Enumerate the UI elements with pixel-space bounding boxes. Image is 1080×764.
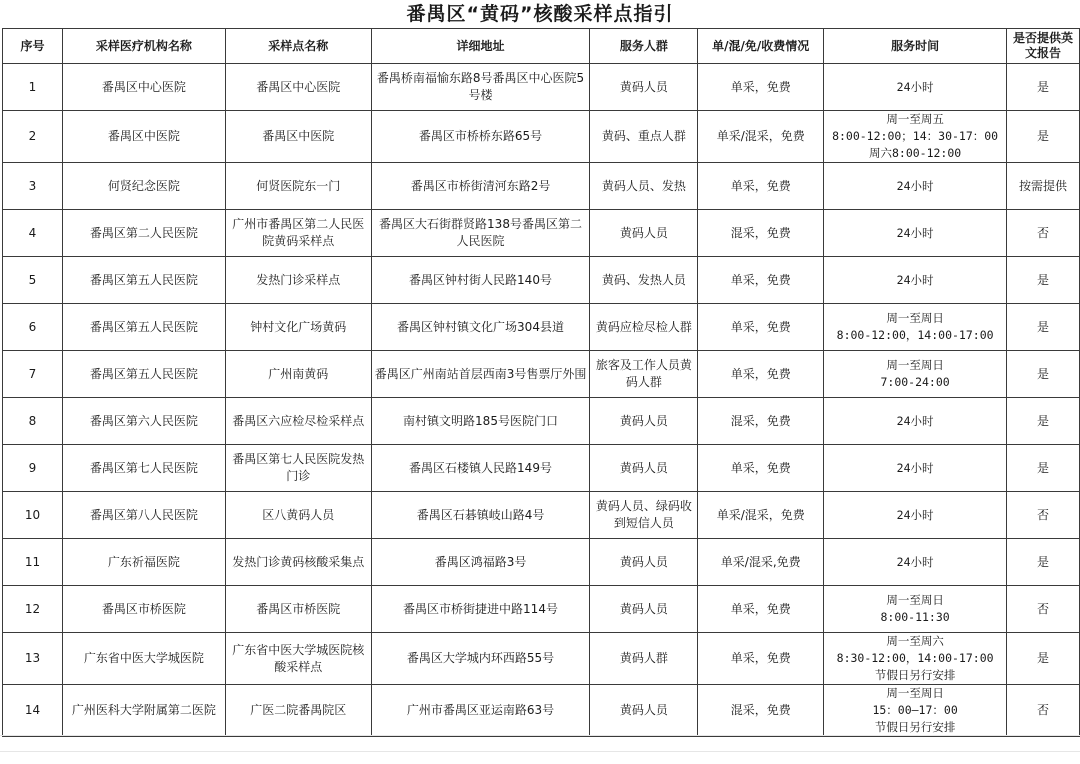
header-mode[interactable]: 单/混/免/收费情况 — [698, 29, 824, 64]
cell-hours[interactable] — [824, 163, 1007, 210]
hours-line: 24小时 — [896, 79, 934, 94]
table-row — [3, 492, 1080, 539]
cell-address[interactable]: 番禺区市桥街捷进中路114号 — [371, 586, 590, 633]
header-row — [3, 29, 1080, 64]
cell-crowd[interactable]: 黄码人员、绿码收到短信人员 — [590, 492, 698, 539]
table-row — [3, 398, 1080, 445]
cell-site[interactable]: 番禺区中心医院 — [225, 64, 371, 111]
cell-institution[interactable]: 番禺区第八人民医院 — [62, 492, 225, 539]
hours-line: 15：00—17：00 — [872, 703, 958, 717]
table-row — [3, 304, 1080, 351]
hours-line: 周一至周五 — [886, 112, 944, 126]
hours-line: 周一至周日 — [886, 593, 944, 607]
table-row — [3, 210, 1080, 257]
cell-site[interactable]: 发热门诊采样点 — [225, 257, 371, 304]
cell-mode[interactable]: 单采，免费 — [698, 586, 824, 633]
cell-english-report[interactable]: 否 — [1007, 586, 1080, 633]
cell-seq[interactable]: 10 — [3, 492, 63, 539]
cell-institution[interactable]: 广州医科大学附属第二医院 — [62, 685, 225, 737]
cell-seq[interactable]: 5 — [3, 257, 63, 304]
gridline — [0, 751, 1080, 752]
cell-address[interactable]: 番禺区市桥桥东路65号 — [371, 111, 590, 163]
cell-seq[interactable]: 12 — [3, 586, 63, 633]
cell-hours[interactable] — [824, 539, 1007, 586]
cell-institution[interactable]: 广东省中医大学城医院 — [62, 633, 225, 685]
header-site[interactable]: 采样点名称 — [225, 29, 371, 64]
header-crowd[interactable]: 服务人群 — [590, 29, 698, 64]
header-institution[interactable]: 采样医疗机构名称 — [62, 29, 225, 64]
cell-site[interactable]: 广州南黄码 — [225, 351, 371, 398]
cell-seq[interactable]: 9 — [3, 445, 63, 492]
table-row — [3, 633, 1080, 685]
cell-mode[interactable]: 单采/混采，免费 — [698, 111, 824, 163]
cell-hours[interactable] — [824, 64, 1007, 111]
cell-mode[interactable]: 单采，免费 — [698, 633, 824, 685]
page-title: 番禺区“黄码”核酸采样点指引 — [406, 3, 674, 25]
hours-line: 24小时 — [896, 507, 934, 522]
cell-site[interactable]: 番禺区市桥医院 — [225, 586, 371, 633]
hours-line: 周一至周六 — [886, 634, 944, 648]
cell-crowd[interactable]: 黄码人员 — [590, 398, 698, 445]
cell-institution[interactable]: 番禺区第五人民医院 — [62, 304, 225, 351]
cell-address[interactable]: 广州市番禺区亚运南路63号 — [371, 685, 590, 737]
hours-line: 周六8:00-12:00 — [868, 146, 962, 160]
cell-site[interactable]: 广州市番禺区第二人民医院黄码采样点 — [225, 210, 371, 257]
cell-english-report[interactable]: 是 — [1007, 445, 1080, 492]
cell-hours[interactable] — [824, 304, 1007, 351]
cell-address[interactable]: 番禺区大石街群贤路138号番禺区第二人民医院 — [371, 210, 590, 257]
cell-english-report[interactable]: 是 — [1007, 304, 1080, 351]
hours-line: 周一至周日 — [886, 358, 944, 372]
hours-line: 周一至周日 — [886, 686, 944, 700]
cell-english-report[interactable]: 否 — [1007, 685, 1080, 737]
cell-hours[interactable] — [824, 210, 1007, 257]
table-row — [3, 539, 1080, 586]
cell-address[interactable]: 番禺区石楼镇人民路149号 — [371, 445, 590, 492]
cell-address[interactable]: 番禺区钟村街人民路140号 — [371, 257, 590, 304]
cell-crowd[interactable]: 黄码、重点人群 — [590, 111, 698, 163]
cell-crowd[interactable]: 旅客及工作人员黄码人群 — [590, 351, 698, 398]
hours-line: 8:30-12:00，14:00-17:00 — [836, 651, 994, 665]
cell-institution[interactable]: 番禺区第二人民医院 — [62, 210, 225, 257]
cell-site[interactable]: 番禺区六应检尽检采样点 — [225, 398, 371, 445]
hours-line: 周一至周日 — [886, 311, 944, 325]
cell-address[interactable]: 番禺区钟村镇文化广场304县道 — [371, 304, 590, 351]
cell-english-report[interactable]: 否 — [1007, 492, 1080, 539]
cell-institution[interactable]: 番禺区第六人民医院 — [62, 398, 225, 445]
cell-english-report[interactable]: 是 — [1007, 257, 1080, 304]
cell-mode[interactable]: 单采，免费 — [698, 64, 824, 111]
hours-line: 节假日另行安排 — [874, 720, 956, 734]
cell-institution[interactable]: 番禺区中心医院 — [62, 64, 225, 111]
cell-seq[interactable]: 3 — [3, 163, 63, 210]
cell-hours[interactable] — [824, 398, 1007, 445]
cell-hours[interactable] — [824, 586, 1007, 633]
table-row — [3, 351, 1080, 398]
cell-site[interactable]: 番禺区中医院 — [225, 111, 371, 163]
cell-hours[interactable] — [824, 492, 1007, 539]
cell-crowd[interactable]: 黄码人员 — [590, 539, 698, 586]
cell-crowd[interactable]: 黄码人员 — [590, 586, 698, 633]
hours-line: 节假日另行安排 — [874, 668, 956, 682]
cell-mode[interactable]: 单采，免费 — [698, 257, 824, 304]
cell-seq[interactable]: 11 — [3, 539, 63, 586]
cell-crowd[interactable]: 黄码人员 — [590, 210, 698, 257]
cell-hours[interactable] — [824, 633, 1007, 685]
header-seq[interactable]: 序号 — [3, 29, 63, 64]
cell-hours[interactable] — [824, 257, 1007, 304]
cell-english-report[interactable]: 按需提供 — [1007, 163, 1080, 210]
cell-english-report[interactable]: 是 — [1007, 539, 1080, 586]
hours-line: 7:00-24:00 — [880, 375, 950, 389]
cell-crowd[interactable]: 黄码人群 — [590, 633, 698, 685]
cell-address[interactable]: 番禺桥南福愉东路8号番禺区中心医院5号楼 — [371, 64, 590, 111]
cell-mode[interactable]: 单采，免费 — [698, 351, 824, 398]
cell-site[interactable]: 钟村文化广场黄码 — [225, 304, 371, 351]
table-row — [3, 111, 1080, 163]
cell-crowd[interactable]: 黄码人员、发热 — [590, 163, 698, 210]
table-body — [3, 64, 1080, 737]
cell-english-report[interactable]: 是 — [1007, 398, 1080, 445]
cell-crowd[interactable]: 黄码应检尽检人群 — [590, 304, 698, 351]
table-row — [3, 445, 1080, 492]
cell-english-report[interactable]: 是 — [1007, 633, 1080, 685]
hours-line: 24小时 — [896, 272, 934, 287]
cell-hours[interactable] — [824, 445, 1007, 492]
cell-seq[interactable]: 7 — [3, 351, 63, 398]
cell-mode[interactable]: 混采，免费 — [698, 398, 824, 445]
cell-mode[interactable]: 单采/混采,免费 — [698, 539, 824, 586]
cell-institution[interactable]: 番禺区第五人民医院 — [62, 257, 225, 304]
cell-mode[interactable]: 混采，免费 — [698, 685, 824, 737]
cell-mode[interactable]: 单采，免费 — [698, 304, 824, 351]
hours-line: 24小时 — [896, 225, 934, 240]
cell-crowd[interactable]: 黄码人员 — [590, 64, 698, 111]
cell-site[interactable]: 区八黄码人员 — [225, 492, 371, 539]
cell-institution[interactable]: 番禺区第七人民医院 — [62, 445, 225, 492]
cell-english-report[interactable]: 否 — [1007, 210, 1080, 257]
cell-mode[interactable]: 单采，免费 — [698, 445, 824, 492]
cell-seq[interactable]: 14 — [3, 685, 63, 737]
cell-mode[interactable]: 单采，免费 — [698, 163, 824, 210]
hours-line: 24小时 — [896, 413, 934, 428]
cell-site[interactable]: 发热门诊黄码核酸采集点 — [225, 539, 371, 586]
cell-crowd[interactable]: 黄码人员 — [590, 445, 698, 492]
hours-line: 8:00-11:30 — [880, 610, 950, 624]
cell-address[interactable]: 番禺区广州南站首层西南3号售票厅外围 — [371, 351, 590, 398]
cell-hours[interactable] — [824, 351, 1007, 398]
cell-institution[interactable]: 何贤纪念医院 — [62, 163, 225, 210]
cell-crowd[interactable]: 黄码人员 — [590, 685, 698, 737]
cell-site[interactable]: 广医二院番禺院区 — [225, 685, 371, 737]
cell-institution[interactable]: 番禺区中医院 — [62, 111, 225, 163]
cell-institution[interactable]: 广东祈福医院 — [62, 539, 225, 586]
cell-crowd[interactable]: 黄码、发热人员 — [590, 257, 698, 304]
table-row — [3, 257, 1080, 304]
cell-address[interactable]: 南村镇文明路185号医院门口 — [371, 398, 590, 445]
cell-seq[interactable]: 8 — [3, 398, 63, 445]
table-row — [3, 163, 1080, 210]
cell-english-report[interactable]: 是 — [1007, 64, 1080, 111]
header-hours[interactable]: 服务时间 — [824, 29, 1007, 64]
gridline — [0, 735, 1080, 736]
hours-line: 8:00-12:00，14:00-17:00 — [836, 328, 994, 342]
cell-institution[interactable]: 番禺区市桥医院 — [62, 586, 225, 633]
cell-site[interactable]: 番禺区第七人民医院发热门诊 — [225, 445, 371, 492]
cell-english-report[interactable]: 是 — [1007, 351, 1080, 398]
cell-seq[interactable]: 1 — [3, 64, 63, 111]
header-address[interactable]: 详细地址 — [371, 29, 590, 64]
empty-sheet-area — [0, 721, 1080, 764]
sampling-sites-table — [2, 28, 1080, 737]
cell-seq[interactable]: 4 — [3, 210, 63, 257]
cell-seq[interactable]: 6 — [3, 304, 63, 351]
cell-address[interactable]: 番禺区鸿福路3号 — [371, 539, 590, 586]
hours-line: 24小时 — [896, 554, 934, 569]
cell-institution[interactable]: 番禺区第五人民医院 — [62, 351, 225, 398]
cell-address[interactable]: 番禺区大学城内环西路55号 — [371, 633, 590, 685]
cell-mode[interactable]: 单采/混采，免费 — [698, 492, 824, 539]
cell-hours[interactable] — [824, 111, 1007, 163]
hours-line: 24小时 — [896, 460, 934, 475]
cell-mode[interactable]: 混采，免费 — [698, 210, 824, 257]
cell-english-report[interactable]: 是 — [1007, 111, 1080, 163]
table-row — [3, 586, 1080, 633]
hours-line: 24小时 — [896, 178, 934, 193]
header-english-report[interactable]: 是否提供英文报告 — [1007, 29, 1080, 64]
cell-address[interactable]: 番禺区市桥街清河东路2号 — [371, 163, 590, 210]
cell-address[interactable]: 番禺区石碁镇岐山路4号 — [371, 492, 590, 539]
cell-site[interactable]: 何贤医院东一门 — [225, 163, 371, 210]
table-row — [3, 64, 1080, 111]
hours-line: 8:00-12:00；14：30-17：00 — [832, 129, 999, 143]
cell-seq[interactable]: 2 — [3, 111, 63, 163]
cell-seq[interactable]: 13 — [3, 633, 63, 685]
cell-site[interactable]: 广东省中医大学城医院核酸采样点 — [225, 633, 371, 685]
